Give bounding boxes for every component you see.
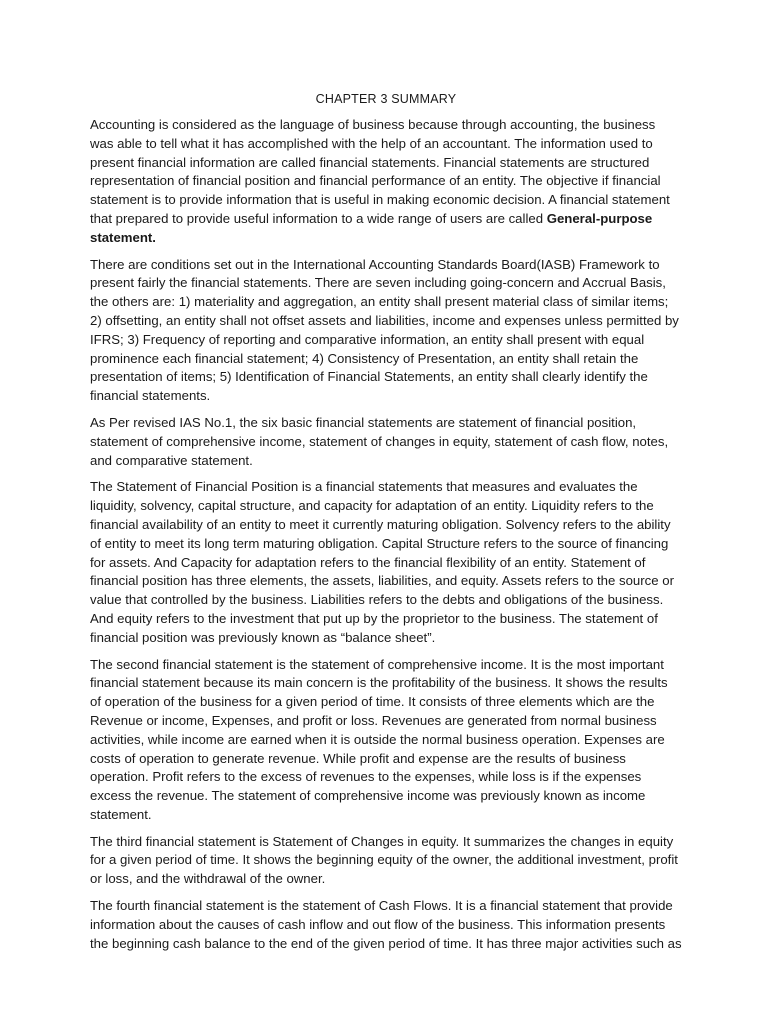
paragraph-basic-statements: As Per revised IAS No.1, the six basic financial statements are statement of financial position, statement of comprehensive income, statement of changes in equity, statement of cash flow, notes, and comparative statement. (90, 414, 669, 468)
paragraph-comprehensive-income: The second financial statement is the statement of comprehensive income. It is the most important financial statement because its main concern is the profitability of the business. It shows the results of operation of the business for a given period of time. It consists of three elements which are the Revenue or income, Expenses, and profit or loss. Revenues are generated from normal business activities, while income are earned when it is outside the normal business operation. Expenses are costs of operation to generate revenue. While profit and expense are the results of business operation. Profit refers to the excess of revenues to the expenses, while loss is if the expenses excess the revenue. The statement of comprehensive income was previously known as income statement. (90, 656, 668, 822)
paragraph-intro (90, 116, 682, 248)
paragraph-intro-bold-term: General-purpose statement. (90, 210, 653, 245)
page-title: CHAPTER 3 SUMMARY (315, 92, 457, 106)
paragraph-cash-flows: The fourth financial statement is the statement of Cash Flows. It is a financial statement that provide information about the causes of cash inflow and out flow of the business. This information presents the beginning cash balance to the end of the given period of time. It has three major activities such as (90, 898, 682, 951)
paragraph-changes-in-equity: The third financial statement is Statement of Changes in equity. It summarizes the changes in equity for a given period of time. It shows the beginning equity of the owner, the additional investment, profit or loss, and the withdrawal of the owner. (90, 833, 678, 887)
paragraph-intro-text: Accounting is considered as the language of business because through accounting, the business was able to tell what it has accomplished with the help of an accountant. The information used to present financial information are called financial statements. Financial statements are structured representation of financial position and financial performance of an entity. The objective if financial statement is to provide information that is useful in making economic decision. A financial statement that prepared to provide useful information to a wide range of users are called (90, 117, 670, 226)
paragraph-financial-position: The Statement of Financial Position is a financial statements that measures and evaluates the liquidity, solvency, capital structure, and capacity for adaptation of an entity. Liquidity refers to the financial availability of an entity to meet it currently maturing obligation. Solvency refers to the ability of entity to meet its long term maturing obligation. Capital Structure refers to the source of financing for assets. And Capacity for adaptation refers to the financial flexibility of an entity. Statement of financial position has three elements, the assets, liabilities, and equity. Assets refers to the source or value that controlled by the business. Liabilities refers to the debts and obligations of the business. And equity refers to the investment that put up by the proprietor to the business. The statement of financial position was previously known as “balance sheet”. (90, 479, 674, 645)
paragraph-iasb-conditions: There are conditions set out in the International Accounting Standards Board(IASB) Framework to present fairly the financial statements. There are seven including going-concern and Accrual Basis, the others are: 1) materiality and aggregation, an entity shall present material class of similar items; 2) offsetting, an entity shall not offset assets and liabilities, income and expenses unless permitted by IFRS; 3) Frequency of reporting and comparative information, an entity shall present with equal prominence each financial statement; 4) Consistency of Presentation, an entity shall retain the presentation of items; 5) Identification of Financial Statements, an entity shall clearly identify the financial statements. (90, 256, 679, 404)
